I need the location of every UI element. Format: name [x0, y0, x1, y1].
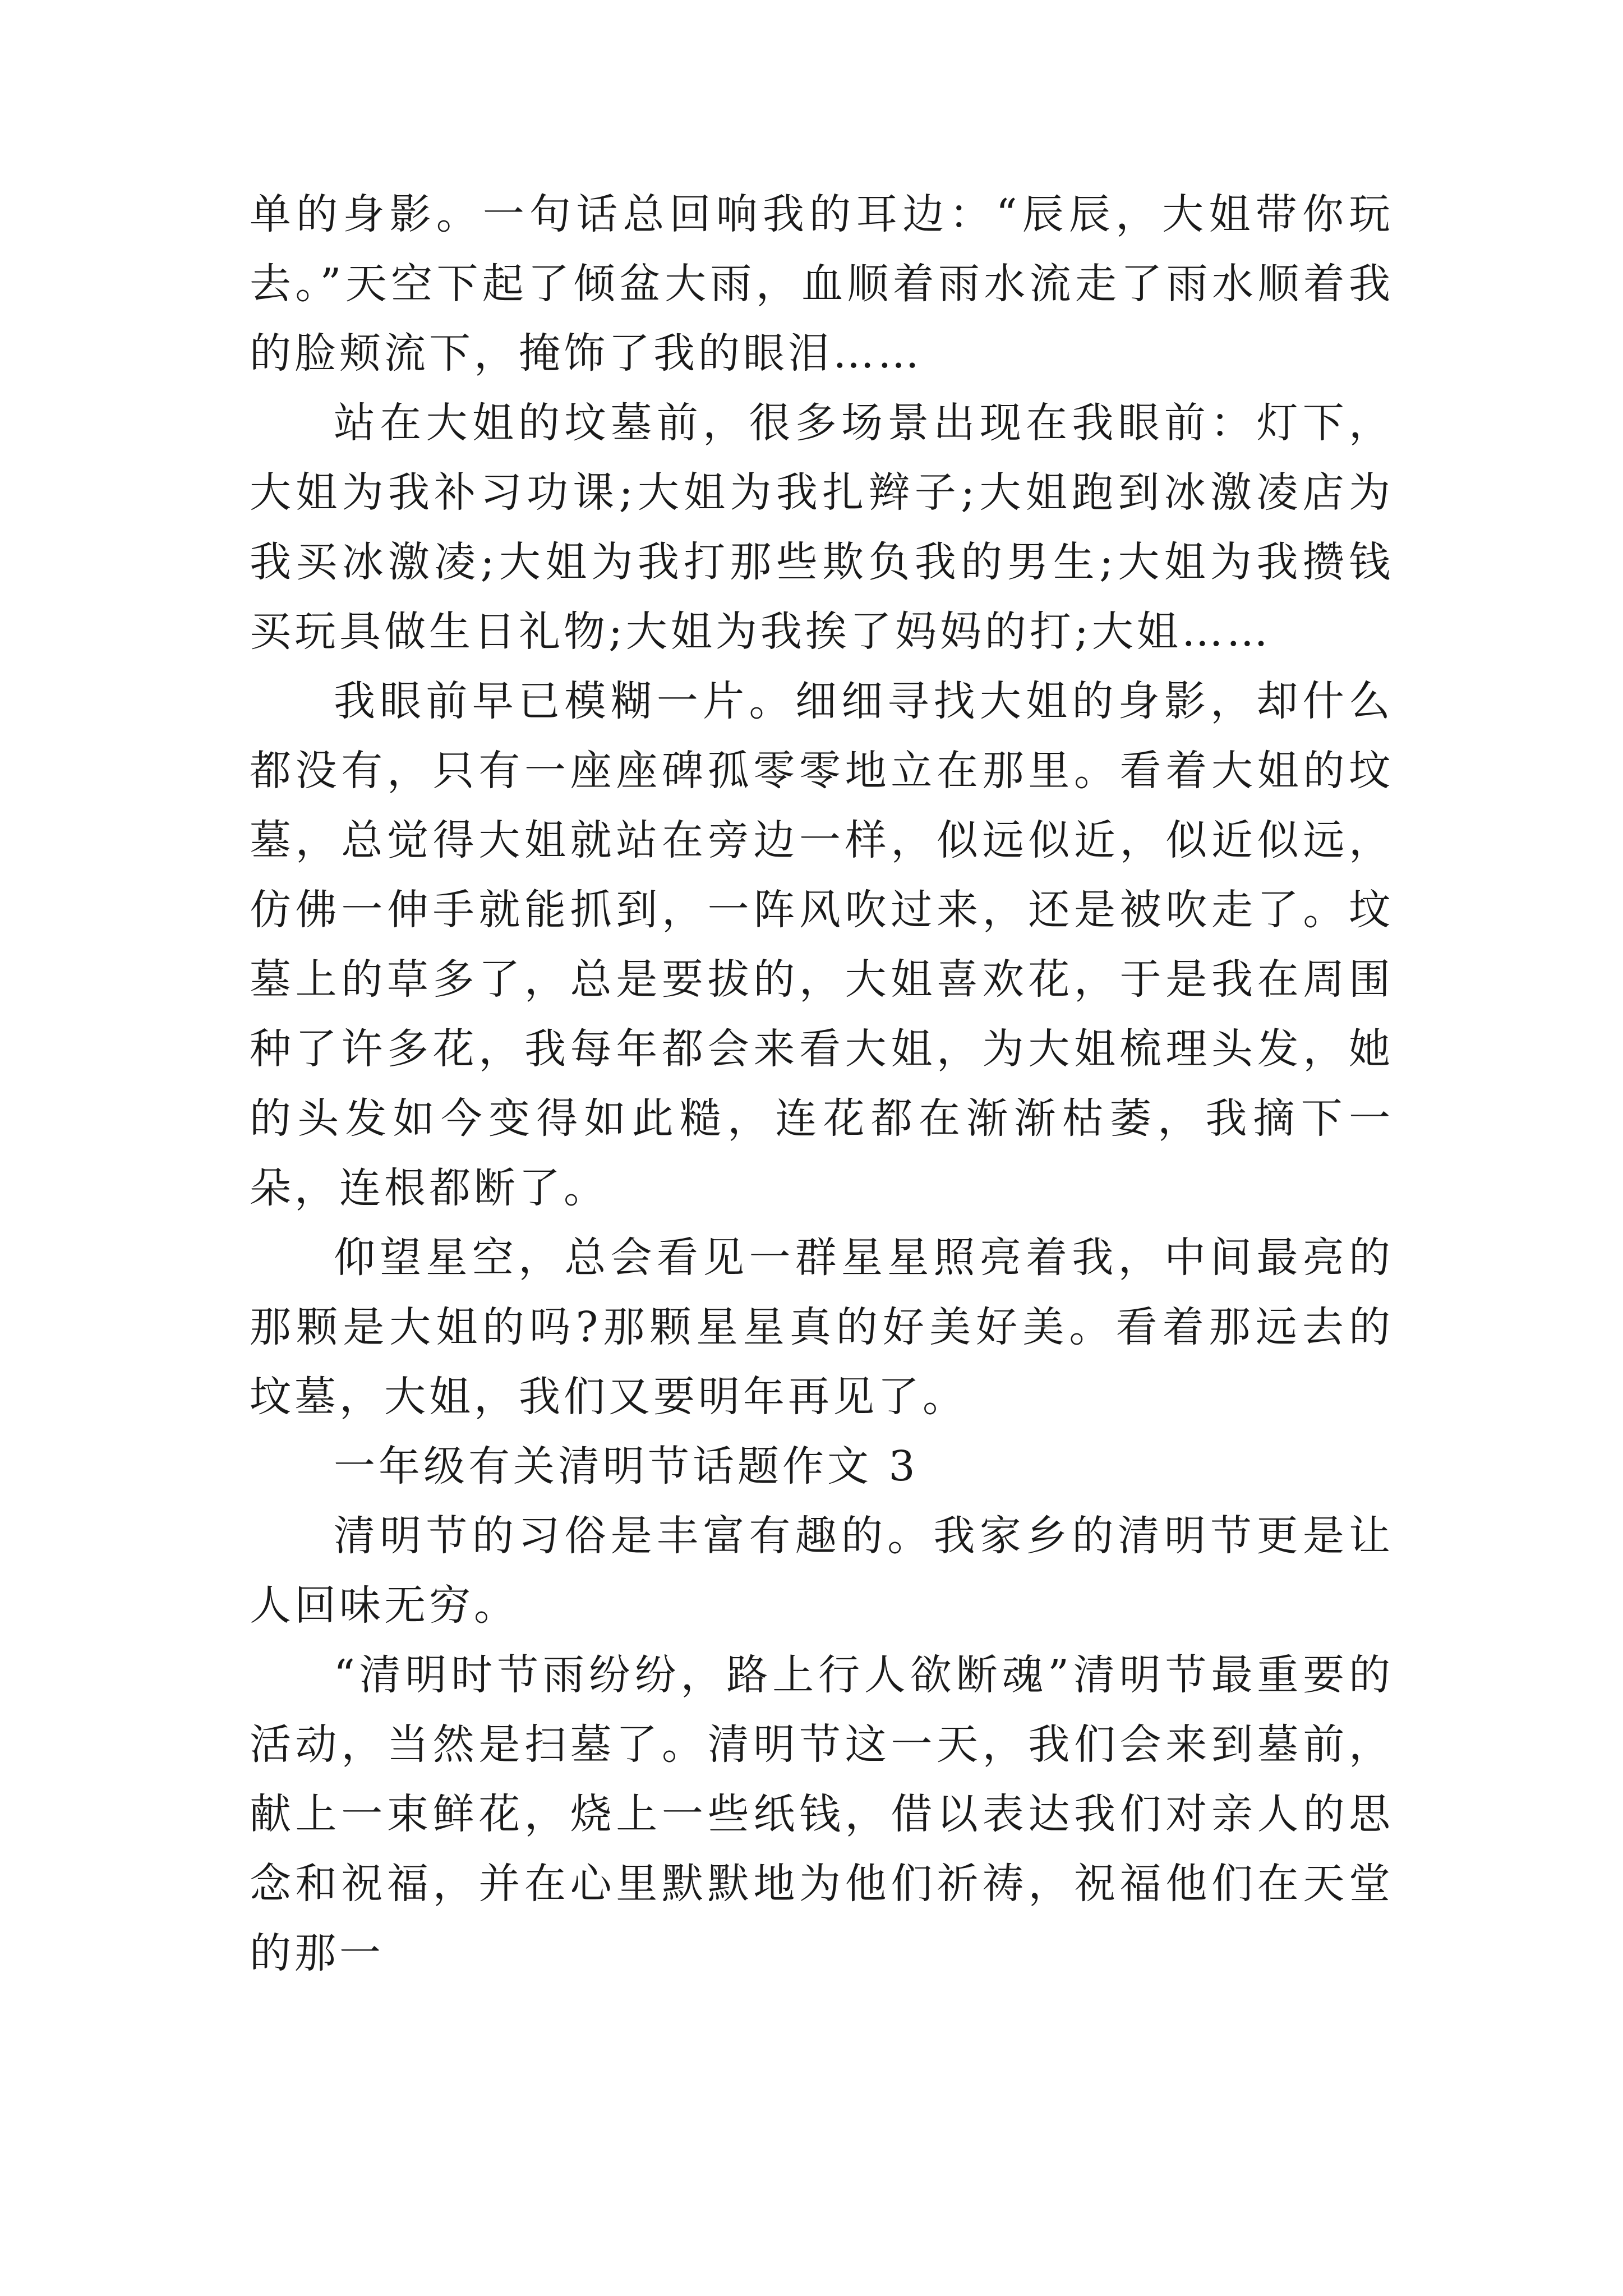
paragraph-5: 清明节的习俗是丰富有趣的。我家乡的清明节更是让人回味无穷。 [250, 1512, 1394, 1630]
paragraph-1: 单的身影。一句话总回响我的耳边：“辰辰，大姐带你玩去。”天空下起了倾盆大雨，血顺着雨水流走了雨水顺着我的脸颊流下，掩饰了我的眼泪…… [250, 190, 1394, 378]
paragraph-2: 站在大姐的坟墓前，很多场景出现在我眼前：灯下，大姐为我补习功课;大姐为我扎辫子;大姐跑到冰激凌店为我买冰激凌;大姐为我打那些欺负我的男生;大姐为我攒钱买玩具做生日礼物;大姐为我挨了妈妈的打;大姐…… [250, 399, 1394, 656]
document-body [250, 180, 1394, 1988]
section-heading: 一年级有关清明节话题作文 3 [334, 1442, 919, 1490]
paragraph-4: 仰望星空，总会看见一群星星照亮着我，中间最亮的那颗是大姐的吗?那颗星星真的好美好美。看着那远去的坟墓，大姐，我们又要明年再见了。 [250, 1234, 1394, 1421]
paragraph-3: 我眼前早已模糊一片。细细寻找大姐的身影，却什么都没有，只有一座座碑孤零零地立在那里。看着大姐的坟墓，总觉得大姐就站在旁边一样，似远似近，似近似远，仿佛一伸手就能抓到，一阵风吹过来，还是被吹走了。坟墓上的草多了，总是要拔的，大姐喜欢花，于是我在周围种了许多花，我每年都会来看大姐，为大姐梳理头发，她的头发如今变得如此糙，连花都在渐渐枯萎，我摘下一朵，连根都断了。 [250, 677, 1394, 1212]
paragraph-6: “清明时节雨纷纷，路上行人欲断魂”清明节最重要的活动，当然是扫墓了。清明节这一天，我们会来到墓前，献上一束鲜花，烧上一些纸钱，借以表达我们对亲人的思念和祝福，并在心里默默地为他们祈祷，祝福他们在天堂的那一 [250, 1651, 1394, 1977]
